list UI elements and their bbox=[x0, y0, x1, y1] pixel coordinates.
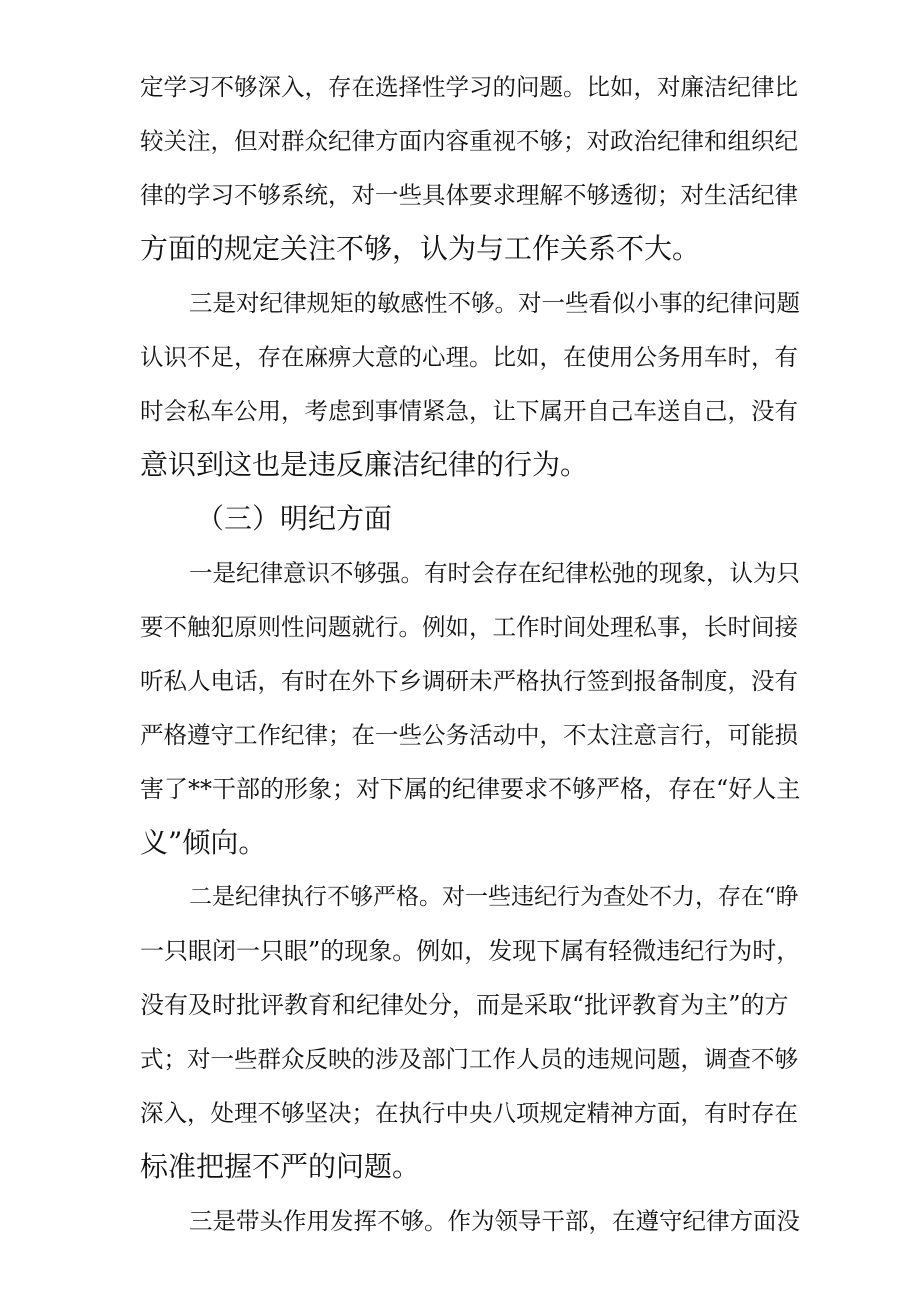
text-line: 一只眼闭一只眼”的现象。例如，发现下属有轻微违纪行为时， bbox=[140, 937, 801, 965]
text-line: 时会私车公用，考虑到事情紧急，让下属开自己车送自己，没有 bbox=[140, 397, 798, 425]
paragraph-first-line: 一是纪律意识不够强。有时会存在纪律松弛的现象，认为只 bbox=[189, 559, 800, 587]
text-line: 义”倾向。 bbox=[140, 826, 267, 859]
text-line: 律的学习不够系统，对一些具体要求理解不够透彻；对生活纪律 bbox=[140, 181, 798, 209]
text-line: 严格遵守工作纪律；在一些公务活动中，不太注意言行，可能损 bbox=[140, 721, 798, 749]
paragraph-first-line: 三是带头作用发挥不够。作为领导干部，在遵守纪律方面没 bbox=[189, 1207, 800, 1235]
text-line: 方面的规定关注不够，认为与工作关系不大。 bbox=[140, 232, 701, 265]
text-line: 深入，处理不够坚决；在执行中央八项规定精神方面，有时存在 bbox=[140, 1099, 798, 1127]
text-line: 式；对一些群众反映的涉及部门工作人员的违规问题，调查不够 bbox=[140, 1045, 798, 1073]
text-line: 标准把握不严的问题。 bbox=[140, 1150, 421, 1183]
text-line: 害了**干部的形象；对下属的纪律要求不够严格，存在“好人主 bbox=[140, 775, 801, 803]
text-line: 听私人电话，有时在外下乡调研未严格执行签到报备制度，没有 bbox=[140, 667, 798, 695]
paragraph-first-line: 三是对纪律规矩的敏感性不够。对一些看似小事的纪律问题 bbox=[189, 289, 800, 317]
text-line: 意识到这也是违反廉洁纪律的行为。 bbox=[140, 448, 589, 481]
text-line: 要不触犯原则性问题就行。例如，工作时间处理私事，长时间接 bbox=[140, 613, 798, 641]
text-line: 定学习不够深入，存在选择性学习的问题。比如，对廉洁纪律比 bbox=[140, 73, 798, 101]
section-heading: （三）明纪方面 bbox=[196, 502, 393, 535]
text-line: 没有及时批评教育和纪律处分，而是采取“批评教育为主”的方 bbox=[140, 991, 789, 1019]
text-line: 较关注，但对群众纪律方面内容重视不够；对政治纪律和组织纪 bbox=[140, 127, 798, 155]
paragraph-first-line: 二是纪律执行不够严格。对一些违纪行为查处不力，存在“睁 bbox=[189, 884, 799, 910]
text-line: 认识不足，存在麻痹大意的心理。比如，在使用公务用车时，有 bbox=[140, 343, 798, 371]
